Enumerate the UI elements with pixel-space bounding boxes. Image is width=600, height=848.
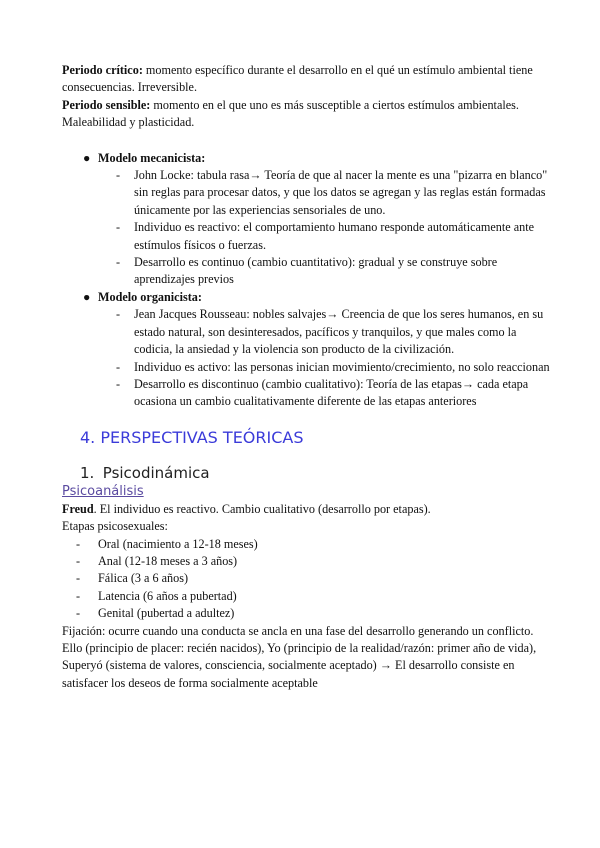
subsection-title: Psicodinámica [102, 463, 210, 482]
dash-icon: - [116, 255, 121, 270]
etapa-text: Latencia (6 años a pubertad) [98, 588, 237, 603]
mecanicista-subitem-text: Desarrollo es continuo (cambio cuantitativo): gradual y se construye sobre aprendizajes previos [134, 255, 498, 287]
dash-icon: - [76, 588, 81, 603]
section-heading: 4. PERSPECTIVAS TEÓRICAS [80, 427, 304, 447]
etapa-item [76, 553, 552, 570]
organicista-subitem [116, 376, 552, 411]
etapa-item [76, 570, 552, 587]
mecanicista-subitem-text: John Locke: tabula rasa→ Teoría de que al nacer la mente es una "pizarra en blanco" sin reglas para procesar datos, y que los datos se agregan y las reglas están formadas únicamente por las experiencias sensoriales de uno. [134, 168, 548, 217]
etapa-item [76, 605, 552, 622]
dash-icon: - [76, 536, 81, 551]
bullet-icon: ● [83, 289, 91, 304]
dash-icon: - [116, 376, 121, 391]
dash-icon: - [116, 220, 121, 235]
bullet-icon: ● [83, 150, 91, 165]
etapa-text: Genital (pubertad a adultez) [98, 606, 235, 621]
mecanicista-subitem-text: Individuo es reactivo: el comportamiento humano responde automáticamente ante estímulos físicos o fuerzas. [134, 220, 535, 252]
etapa-text: Fálica (3 a 6 años) [98, 571, 189, 586]
dash-icon: - [116, 168, 121, 183]
mecanicista-subitem [116, 219, 552, 254]
modelo-mecanicista-title: Modelo mecanicista: [98, 150, 206, 165]
modelo-organicista-item [80, 289, 552, 306]
periodo-sensible-paragraph [62, 97, 552, 132]
periodo-sensible-text: momento en el que uno es más susceptible a ciertos estímulos ambientales. Maleabilidad y plasticidad. [62, 97, 519, 130]
organicista-subitem-text: Individuo es activo: las personas inician movimiento/crecimiento, no solo reaccionan [134, 359, 550, 374]
document-page [62, 62, 552, 692]
etapas-label: Etapas psicosexuales: [62, 519, 168, 534]
freud-label: Freud [62, 501, 94, 516]
dash-icon: - [76, 553, 81, 568]
etapa-item [76, 588, 552, 605]
periodo-critico-paragraph [62, 62, 552, 97]
psicoanalisis-subtitle: Psicoanálisis [62, 483, 144, 499]
dash-icon: - [116, 307, 121, 322]
dash-icon: - [76, 606, 81, 621]
organicista-subitem [116, 306, 552, 358]
fijacion-paragraph: Fijación: ocurre cuando una conducta se ancla en una fase del desarrollo generando un conflicto. Ello (principio de placer: recién nacidos), Yo (principio de la realidad/razón: primer año de vida), Superyó (sistema de valores, consciencia, socialmente aceptado) → El desarrollo consiste en satisfacer los deseos de forma socialmente aceptable [62, 623, 537, 690]
freud-paragraph [62, 501, 552, 518]
dash-icon: - [116, 359, 121, 374]
spacer [62, 132, 552, 150]
organicista-subitem-text: Jean Jacques Rousseau: nobles salvajes→ Creencia de que los seres humanos, en su estado natural, son desinteresados, pacíficos y tranquilos, y que males como la codicia, la ansiedad y la violencia son producto de la civilización. [134, 307, 544, 357]
etapa-text: Oral (nacimiento a 12-18 meses) [98, 536, 258, 551]
modelo-organicista-title: Modelo organicista: [98, 289, 202, 304]
subsection-heading [80, 463, 552, 483]
periodo-sensible-label: Periodo sensible: [62, 97, 151, 112]
periodo-critico-label: Periodo crítico: [62, 63, 143, 77]
organicista-subitem [116, 359, 552, 376]
etapa-text: Anal (12-18 meses a 3 años) [98, 553, 238, 568]
subsection-number: 1. [80, 463, 95, 482]
organicista-subitem-text: Desarrollo es discontinuo (cambio cualitativo): Teoría de las etapas→ cada etapa ocasiona un cambio cualitativamente diferente de las etapas anteriores [134, 376, 529, 409]
freud-text: . El individuo es reactivo. Cambio cualitativo (desarrollo por etapas). [93, 501, 431, 516]
mecanicista-subitem [116, 254, 552, 289]
periodo-critico-text: momento específico durante el desarrollo en el qué un estímulo ambiental tiene consecuencias. Irreversible. [62, 63, 533, 95]
etapa-item [76, 536, 552, 553]
mecanicista-subitem [116, 167, 552, 219]
modelo-mecanicista-item [80, 150, 552, 167]
dash-icon: - [76, 571, 81, 586]
